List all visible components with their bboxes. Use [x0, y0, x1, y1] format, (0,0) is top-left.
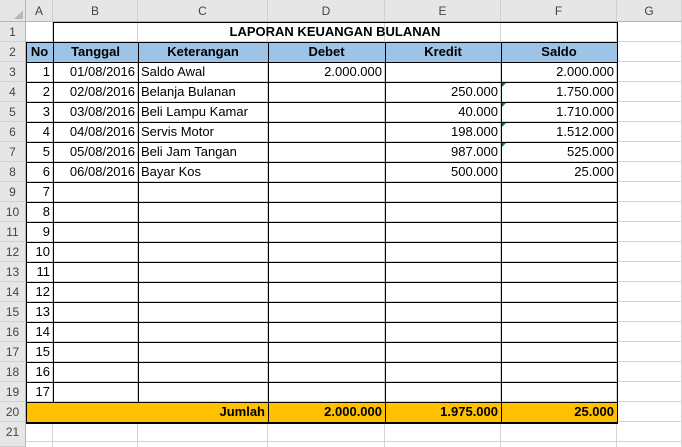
row-header-18[interactable]: 18 — [0, 362, 26, 382]
column-header-d[interactable]: D — [268, 0, 385, 22]
cell-no[interactable]: 2 — [42, 84, 50, 99]
cell-keterangan[interactable] — [138, 222, 268, 242]
cell-keterangan[interactable] — [138, 242, 268, 262]
header-kredit[interactable]: Kredit — [385, 42, 501, 62]
table-border — [268, 402, 269, 423]
row-header-13[interactable]: 13 — [0, 262, 26, 282]
row-header-16[interactable]: 16 — [0, 322, 26, 342]
table-border — [385, 42, 386, 402]
cell-saldo[interactable]: 1.750.000 — [556, 84, 614, 99]
table-border — [26, 82, 618, 83]
table-border — [26, 222, 618, 223]
cell-no[interactable]: 4 — [42, 124, 50, 139]
row-header-15[interactable]: 15 — [0, 302, 26, 322]
cell-no[interactable]: 6 — [42, 164, 50, 179]
cell-no[interactable]: 9 — [42, 224, 50, 239]
cell-debet[interactable] — [268, 362, 385, 382]
cell-debet[interactable] — [268, 322, 385, 342]
table-border — [26, 262, 618, 263]
table-border — [26, 182, 618, 183]
row-header-12[interactable]: 12 — [0, 242, 26, 262]
header-no[interactable]: No — [26, 42, 53, 62]
column-header-g[interactable]: G — [617, 0, 682, 22]
cell-debet[interactable] — [268, 182, 385, 202]
table-border — [501, 42, 502, 402]
cell-kredit[interactable] — [385, 302, 501, 322]
cell-tanggal[interactable]: 03/08/2016 — [69, 104, 135, 119]
table-border — [26, 162, 618, 163]
row-header-20[interactable]: 20 — [0, 402, 26, 422]
row-header-2[interactable]: 2 — [0, 42, 26, 62]
cell-kredit[interactable] — [385, 262, 501, 282]
cell-no[interactable]: 14 — [35, 324, 50, 339]
cell-tanggal[interactable] — [53, 262, 138, 282]
row-header-14[interactable]: 14 — [0, 282, 26, 302]
cell-saldo[interactable]: 1.710.000 — [556, 104, 614, 119]
table-border — [138, 42, 139, 402]
column-header-b[interactable]: B — [53, 0, 138, 22]
cell-keterangan[interactable]: Saldo Awal — [141, 64, 206, 79]
report-title[interactable]: LAPORAN KEUANGAN BULANAN — [229, 24, 441, 39]
cell-no[interactable]: 11 — [36, 264, 50, 279]
row-header-3[interactable]: 3 — [0, 62, 26, 82]
row-header-1[interactable]: 1 — [0, 22, 26, 42]
cell-keterangan[interactable] — [138, 342, 268, 362]
cell-kredit[interactable]: 250.000 — [451, 84, 498, 99]
cell-tanggal[interactable] — [53, 222, 138, 242]
cell-keterangan[interactable] — [138, 362, 268, 382]
table-border — [26, 302, 618, 303]
row-header-8[interactable]: 8 — [0, 162, 26, 182]
cell-debet[interactable]: 2.000.000 — [324, 64, 382, 79]
cell-tanggal[interactable] — [53, 342, 138, 362]
table-border — [268, 42, 269, 402]
cell-kredit[interactable] — [385, 182, 501, 202]
cell-no[interactable]: 7 — [42, 184, 50, 199]
table-border — [617, 402, 618, 423]
row-header-5[interactable]: 5 — [0, 102, 26, 122]
cell-debet[interactable] — [268, 262, 385, 282]
column-header-c[interactable]: C — [138, 0, 268, 22]
cell-tanggal[interactable] — [53, 202, 138, 222]
table-border — [26, 402, 618, 403]
cell-tanggal[interactable] — [53, 242, 138, 262]
table-border — [26, 42, 27, 402]
table-border — [26, 362, 618, 363]
cell-keterangan[interactable]: Bayar Kos — [141, 164, 201, 179]
cell-saldo[interactable]: 1.512.000 — [556, 124, 614, 139]
cell-no[interactable]: 3 — [42, 104, 50, 119]
cell-tanggal[interactable]: 05/08/2016 — [69, 144, 135, 159]
table-border — [26, 62, 618, 63]
total-debet[interactable]: 2.000.000 — [268, 402, 385, 422]
cell-debet[interactable] — [268, 82, 385, 102]
cell-debet[interactable] — [268, 222, 385, 242]
cell-kredit[interactable] — [385, 282, 501, 302]
table-border — [385, 402, 386, 423]
cell-saldo[interactable] — [501, 322, 617, 342]
cell-saldo[interactable] — [501, 302, 617, 322]
cell-saldo[interactable] — [501, 222, 617, 242]
cell-tanggal[interactable]: 04/08/2016 — [69, 124, 135, 139]
cell-keterangan[interactable] — [138, 322, 268, 342]
cell-no[interactable]: 17 — [35, 384, 50, 399]
table-border — [53, 22, 617, 23]
cell-keterangan[interactable]: Belanja Bulanan — [141, 84, 236, 99]
grid-line-horizontal — [26, 441, 682, 442]
row-header-19[interactable]: 19 — [0, 382, 26, 402]
cell-no[interactable]: 1 — [42, 64, 50, 79]
table-border — [26, 342, 618, 343]
table-border — [26, 142, 618, 143]
cell-no[interactable]: 16 — [35, 364, 50, 379]
row-header-4[interactable]: 4 — [0, 82, 26, 102]
cell-keterangan[interactable]: Beli Lampu Kamar — [141, 104, 248, 119]
cell-kredit[interactable] — [385, 202, 501, 222]
cell-tanggal[interactable] — [53, 302, 138, 322]
table-border — [53, 42, 54, 402]
cell-kredit[interactable] — [385, 342, 501, 362]
cell-tanggal[interactable]: 01/08/2016 — [69, 64, 135, 79]
cell-saldo[interactable] — [501, 242, 617, 262]
row-header-17[interactable]: 17 — [0, 342, 26, 362]
cell-kredit[interactable] — [385, 382, 501, 402]
cell-keterangan[interactable] — [138, 382, 268, 402]
cell-keterangan[interactable] — [138, 302, 268, 322]
cell-saldo[interactable] — [501, 182, 617, 202]
select-all-button[interactable] — [0, 0, 26, 22]
cell-debet[interactable] — [268, 282, 385, 302]
row-header-11[interactable]: 11 — [0, 222, 26, 242]
cell-tanggal[interactable] — [53, 382, 138, 402]
table-border — [26, 382, 618, 383]
table-border — [53, 22, 54, 42]
cell-kredit[interactable] — [385, 222, 501, 242]
cell-keterangan[interactable]: Beli Jam Tangan — [141, 144, 237, 159]
row-header-7[interactable]: 7 — [0, 142, 26, 162]
table-border — [26, 322, 618, 323]
cell-tanggal[interactable] — [53, 362, 138, 382]
column-header-f[interactable]: F — [501, 0, 617, 22]
cell-saldo[interactable]: 25.000 — [574, 164, 614, 179]
table-border — [26, 242, 618, 243]
cell-kredit[interactable]: 40.000 — [458, 104, 498, 119]
cell-debet[interactable] — [268, 242, 385, 262]
table-border — [26, 282, 618, 283]
cell-saldo[interactable]: 2.000.000 — [556, 64, 614, 79]
cell-kredit[interactable]: 987.000 — [451, 144, 498, 159]
cell-kredit[interactable] — [385, 62, 501, 82]
cell-keterangan[interactable] — [138, 262, 268, 282]
header-tanggal[interactable]: Tanggal — [53, 42, 138, 62]
cell-saldo[interactable]: 525.000 — [567, 144, 614, 159]
row-header-10[interactable]: 10 — [0, 202, 26, 222]
cell-kredit[interactable]: 198.000 — [451, 124, 498, 139]
cell-tanggal[interactable] — [53, 182, 138, 202]
cell-saldo[interactable] — [501, 202, 617, 222]
cell-debet[interactable] — [268, 142, 385, 162]
cell-debet[interactable] — [268, 122, 385, 142]
table-border — [26, 42, 618, 43]
cell-debet[interactable] — [268, 302, 385, 322]
cell-kredit[interactable] — [385, 242, 501, 262]
cell-kredit[interactable] — [385, 322, 501, 342]
cell-tanggal[interactable]: 02/08/2016 — [69, 84, 135, 99]
row-header-21[interactable]: 21 — [0, 422, 26, 447]
cell-debet[interactable] — [268, 202, 385, 222]
header-debet[interactable]: Debet — [268, 42, 385, 62]
cell-no[interactable]: 13 — [35, 304, 50, 319]
cell-saldo[interactable] — [501, 342, 617, 362]
cell-keterangan[interactable] — [138, 182, 268, 202]
cell-kredit[interactable] — [385, 362, 501, 382]
table-border — [501, 402, 502, 423]
cell-saldo[interactable] — [501, 262, 617, 282]
cell-keterangan[interactable]: Servis Motor — [141, 124, 214, 139]
cell-kredit[interactable]: 500.000 — [451, 164, 498, 179]
total-kredit[interactable]: 1.975.000 — [385, 402, 501, 422]
table-border — [617, 22, 618, 42]
cell-no[interactable]: 15 — [35, 344, 50, 359]
cell-tanggal[interactable] — [53, 282, 138, 302]
cell-no[interactable]: 12 — [35, 284, 50, 299]
cell-no[interactable]: 5 — [42, 144, 50, 159]
table-border — [26, 102, 618, 103]
row-header-6[interactable]: 6 — [0, 122, 26, 142]
table-border — [26, 402, 27, 423]
total-saldo[interactable]: 25.000 — [501, 402, 617, 422]
cell-no[interactable]: 10 — [35, 244, 50, 259]
table-border — [26, 122, 618, 123]
cell-debet[interactable] — [268, 342, 385, 362]
row-header-9[interactable]: 9 — [0, 182, 26, 202]
column-header-a[interactable]: A — [26, 0, 53, 22]
cell-saldo[interactable] — [501, 382, 617, 402]
cell-debet[interactable] — [268, 102, 385, 122]
cell-debet[interactable] — [268, 382, 385, 402]
cell-keterangan[interactable] — [138, 202, 268, 222]
cell-saldo[interactable] — [501, 282, 617, 302]
table-border — [26, 202, 618, 203]
header-keterangan[interactable]: Keterangan — [138, 42, 268, 62]
cell-debet[interactable] — [268, 162, 385, 182]
table-border — [617, 42, 618, 402]
header-saldo[interactable]: Saldo — [501, 42, 617, 62]
total-label[interactable]: Jumlah — [26, 402, 268, 422]
cell-saldo[interactable] — [501, 362, 617, 382]
cell-no[interactable]: 8 — [42, 204, 50, 219]
cell-tanggal[interactable]: 06/08/2016 — [69, 164, 135, 179]
cell-tanggal[interactable] — [53, 322, 138, 342]
column-header-e[interactable]: E — [385, 0, 501, 22]
table-border — [26, 422, 618, 424]
cell-keterangan[interactable] — [138, 282, 268, 302]
